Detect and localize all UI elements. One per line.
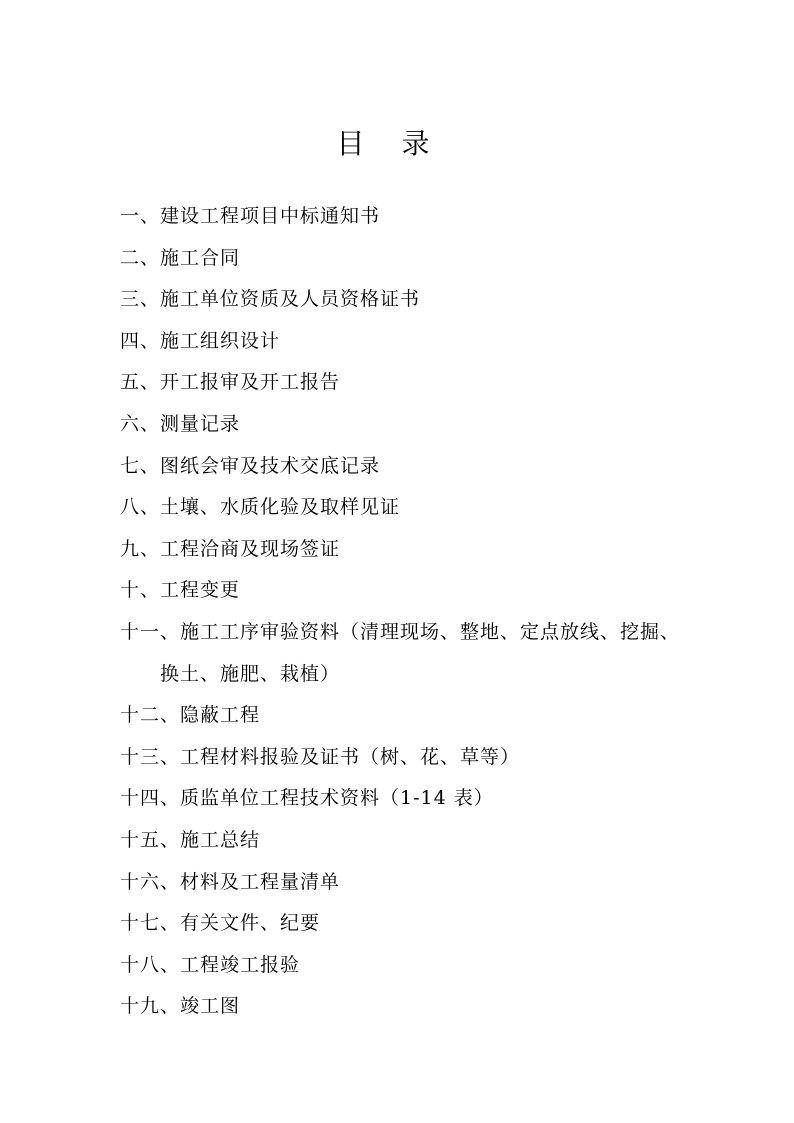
toc-item: 二、施工合同 xyxy=(120,246,241,269)
toc-item: 十、工程变更 xyxy=(120,579,241,602)
table-of-contents xyxy=(120,196,720,1028)
toc-item: 七、图纸会审及技术交底记录 xyxy=(120,454,381,477)
toc-item: 八、土壤、水质化验及取样见证 xyxy=(120,496,401,519)
toc-item: 十四、质监单位工程技术资料（1-14 表） xyxy=(120,787,494,810)
toc-item: 十二、隐蔽工程 xyxy=(120,704,261,727)
toc-item: 十三、工程材料报验及证书（树、花、草等） xyxy=(120,745,521,768)
toc-item: 十五、施工总结 xyxy=(120,828,261,851)
toc-item: 十七、有关文件、纪要 xyxy=(120,912,321,935)
toc-item: 四、施工组织设计 xyxy=(120,329,281,352)
toc-item: 三、施工单位资质及人员资格证书 xyxy=(120,288,421,311)
toc-item-continuation: 换土、施肥、栽植） xyxy=(160,662,341,685)
toc-item: 六、测量记录 xyxy=(120,412,241,435)
toc-item: 十八、工程竣工报验 xyxy=(120,953,301,976)
toc-item: 十一、施工工序审验资料（清理现场、整地、定点放线、挖掘、 xyxy=(120,620,681,643)
toc-item: 九、工程洽商及现场签证 xyxy=(120,537,341,560)
toc-item: 五、开工报审及开工报告 xyxy=(120,371,341,394)
toc-item: 一、建设工程项目中标通知书 xyxy=(120,205,381,227)
page-title: 目 录 xyxy=(336,127,444,160)
toc-item: 十六、材料及工程量清单 xyxy=(120,870,341,893)
toc-item: 十九、竣工图 xyxy=(120,995,241,1018)
